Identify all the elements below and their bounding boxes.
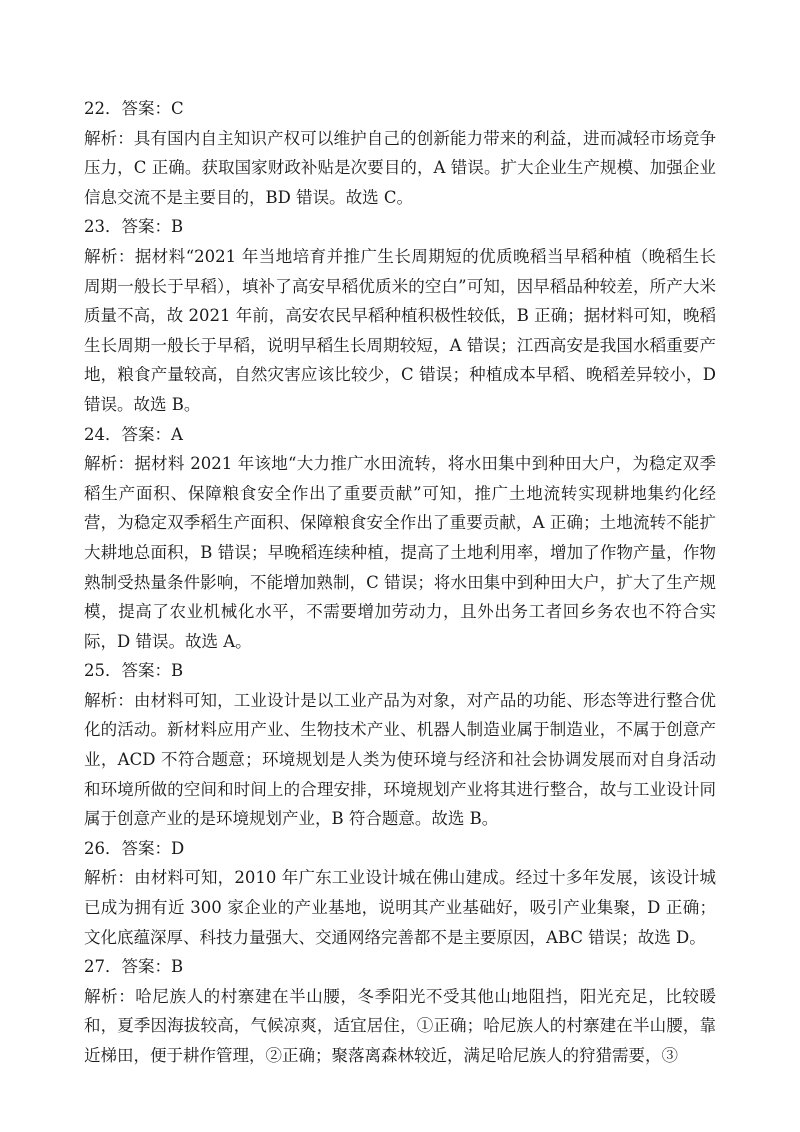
question-25 — [84, 656, 716, 834]
answer-line: 26．答案：D — [84, 838, 185, 858]
answer-line: 25．答案：B — [84, 661, 184, 681]
analysis-paragraph: 解析：哈尼族人的村寨建在半山腰，冬季阳光不受其他山地阻挡，阳光充足，比较暖和，夏季因海拔较高，气候凉爽，适宜居住，①正确；哈尼族人的村寨建在半山腰，靠近梯田，便于耕作管理，②正确；聚落离森林较近，满足哈尼族人的狩猎需要，③ — [84, 986, 716, 1065]
answer-line: 23．答案：B — [84, 217, 184, 237]
answer-line: 27．答案：B — [84, 957, 184, 977]
question-22 — [84, 94, 716, 212]
question-23 — [84, 212, 716, 419]
analysis-paragraph: 解析：由材料可知，2010 年广东工业设计城在佛山建成。经过十多年发展，该设计城已成为拥有近 300 家企业的产业基地，说明其产业基础好，吸引产业集聚，D 正确；文化底蕴深厚、科技力量强大、交通网络完善都不是主要原因，ABC 错误；故选 D。 — [84, 868, 716, 947]
question-27 — [84, 952, 716, 1070]
analysis-paragraph: 解析：由材料可知，工业设计是以工业产品为对象，对产品的功能、形态等进行整合优化的活动。新材料应用产业、生物技术产业、机器人制造业属于制造业，不属于创意产业，ACD 不符合题意；环境规划是人类为使环境与经济和社会协调发展而对自身活动和环境所做的空间和时间上的合理安排，环境规划产业将其进行整合，故与工业设计同属于创意产业的是环境规划产业，B 符合题意。故选 B。 — [84, 690, 716, 829]
analysis-paragraph: 解析：据材料 2021 年该地“大力推广水田流转，将水田集中到种田大户，为稳定双季稻生产面积、保障粮食安全作出了重要贡献”可知，推广土地流转实现耕地集约化经营，为稳定双季稻生产面积、保障粮食安全作出了重要贡献，A 正确；土地流转不能扩大耕地总面积，B 错误；早晚稻连续种植，提高了土地利用率，增加了作物产量，作物熟制受热量条件影响，不能增加熟制，C 错误；将水田集中到种田大户，扩大了生产规模，提高了农业机械化水平，不需要增加劳动力，且外出务工者回乡务农也不符合实际，D 错误。故选 A。 — [84, 454, 716, 651]
analysis-paragraph: 解析：据材料“2021 年当地培育并推广生长周期短的优质晚稻当早稻种植（晚稻生长周期一般长于早稻），填补了高安早稻优质米的空白”可知，因早稻品种较差，所产大米质量不高，故 2021 年前，高安农民早稻种植积极性较低，B 正确；据材料可知，晚稻生长周期一般长于早稻，说明早稻生长周期较短，A 错误；江西高安是我国水稻重要产地，粮食产量较高，自然灾害应该比较少，C 错误；种植成本早稻、晚稻差异较小，D 错误。故选 B。 — [84, 246, 716, 414]
answer-line: 22．答案：C — [84, 99, 184, 118]
question-24 — [84, 420, 716, 657]
analysis-paragraph: 解析：具有国内自主知识产权可以维护自己的创新能力带来的利益，进而减轻市场竞争压力，C 正确。获取国家财政补贴是次要目的，A 错误。扩大企业生产规模、加强企业信息交流不是主要目的，BD 错误。故选 C。 — [84, 128, 716, 207]
question-26 — [84, 834, 716, 952]
answer-document — [84, 94, 716, 1071]
answer-line: 24．答案：A — [84, 424, 183, 444]
